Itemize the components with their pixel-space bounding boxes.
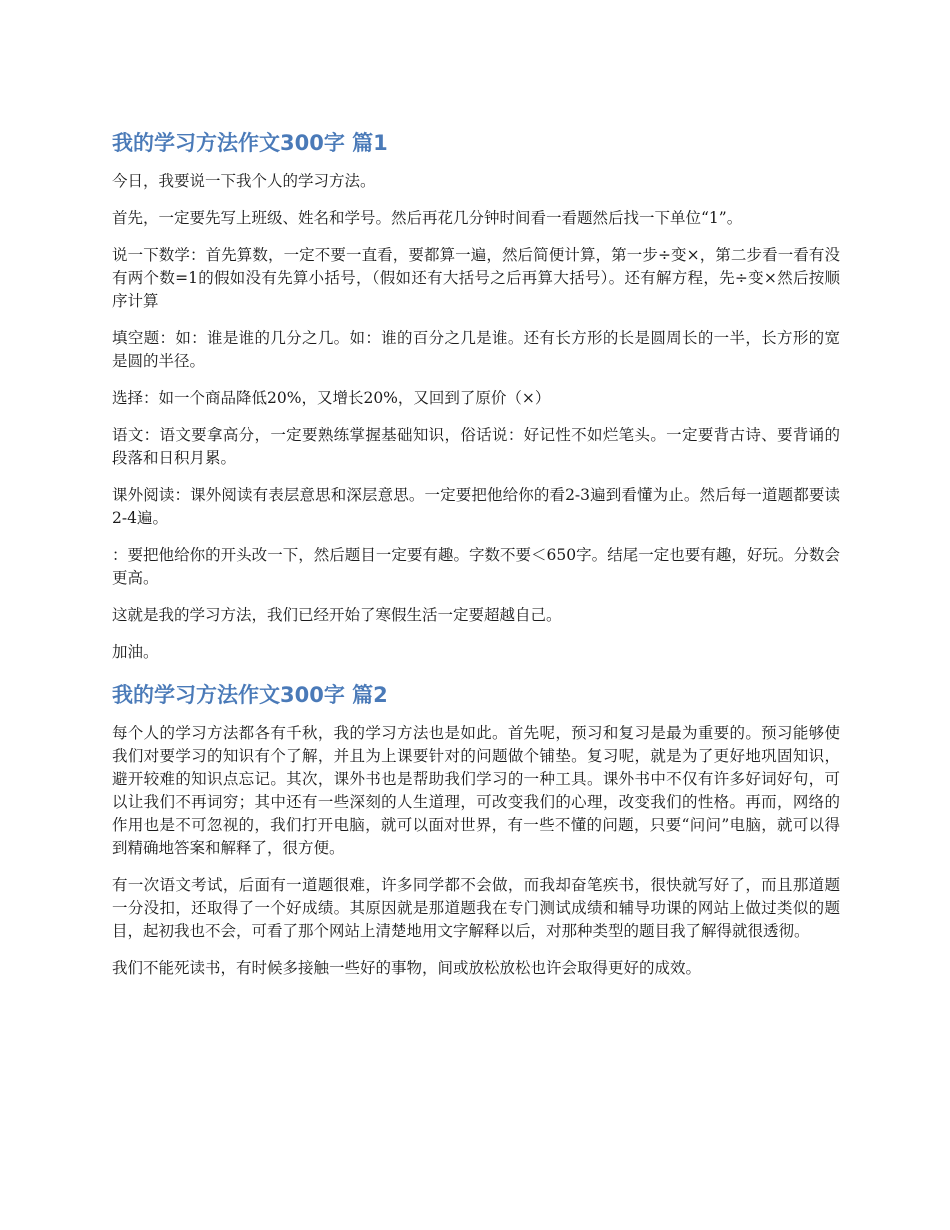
paragraph: ：要把他给你的开头改一下，然后题目一定要有趣。字数不要＜650字。结尾一定也要有趣，好玩。分数会更高。	[112, 546, 840, 587]
paragraph: 语文：语文要拿高分，一定要熟练掌握基础知识，俗话说：好记性不如烂笔头。一定要背古诗、要背诵的段落和日积月累。	[112, 426, 840, 467]
paragraph: 有一次语文考试，后面有一道题很难，许多同学都不会做，而我却奋笔疾书，很快就写好了，而且那道题一分没扣，还取得了一个好成绩。其原因就是那道题我在专门测试成绩和辅导功课的网站上做过类似的题目，起初我也不会，可看了那个网站上清楚地用文字解释以后，对那种类型的题目我了解得就很透彻。	[112, 876, 840, 940]
essay-section-1	[112, 128, 840, 664]
paragraph: 每个人的学习方法都各有千秋，我的学习方法也是如此。首先呢，预习和复习是最为重要的。预习能够使我们对要学习的知识有个了解，并且为上课要针对的问题做个铺垫。复习呢，就是为了更好地巩固知识，避开较难的知识点忘记。其次，课外书也是帮助我们学习的一种工具。课外书中不仅有许多好词好句，可以让我们不再词穷；其中还有一些深刻的人生道理，可改变我们的心理，改变我们的性格。再而，网络的作用也是不可忽视的，我们打开电脑，就可以面对世界，有一些不懂的问题，只要“问问”电脑，就可以得到精确地答案和解释了，很方便。	[112, 724, 840, 857]
section-heading: 我的学习方法作文300字 篇1	[112, 131, 388, 155]
essay-section-2	[112, 680, 840, 980]
paragraph: 填空题：如：谁是谁的几分之几。如：谁的百分之几是谁。还有长方形的长是圆周长的一半，长方形的宽是圆的半径。	[112, 329, 840, 370]
document-page	[112, 128, 840, 994]
paragraph: 今日，我要说一下我个人的学习方法。	[112, 172, 376, 190]
paragraph: 加油。	[112, 643, 159, 661]
section-heading: 我的学习方法作文300字 篇2	[112, 683, 388, 707]
paragraph: 这就是我的学习方法，我们已经开始了寒假生活一定要超越自己。	[112, 606, 562, 624]
paragraph: 课外阅读：课外阅读有表层意思和深层意思。一定要把他给你的看2-3遍到看懂为止。然后每一道题都要读2-4遍。	[112, 486, 840, 527]
paragraph: 说一下数学：首先算数，一定不要一直看，要都算一遍，然后简便计算，第一步÷变×，第二步看一看有没有两个数=1的假如没有先算小括号，（假如还有大括号之后再算大括号）。还有解方程，先÷变×然后按顺序计算	[112, 246, 840, 310]
paragraph: 我们不能死读书，有时候多接触一些好的事物，间或放松放松也许会取得更好的成效。	[112, 959, 702, 977]
paragraph: 选择：如一个商品降低20%，又增长20%，又回到了原价（×）	[112, 389, 551, 407]
paragraph: 首先，一定要先写上班级、姓名和学号。然后再花几分钟时间看一看题然后找一下单位“1”。	[112, 209, 743, 227]
